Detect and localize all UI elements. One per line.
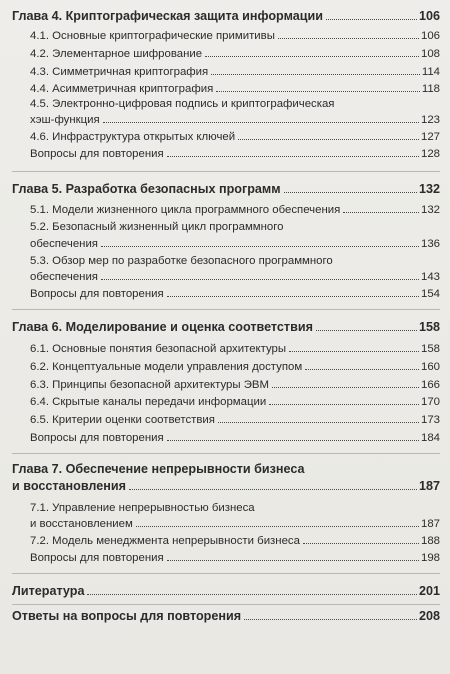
toc-entry[interactable]: Вопросы для повторения 198 (30, 552, 440, 564)
chapter-page: 208 (418, 609, 440, 623)
section-divider (12, 573, 440, 574)
chapter-page: 201 (418, 584, 440, 598)
toc-entry[interactable]: обеспечения 136 (30, 238, 440, 250)
toc-entry[interactable]: 4.4. Асимметричная криптография 118 (30, 83, 440, 95)
toc-entry[interactable]: 4.3. Симметричная криптография 114 (30, 66, 440, 78)
chapter-title: Глава 5. Разработка безопасных программ (12, 182, 281, 196)
toc-entry[interactable]: и восстановлением 187 (30, 518, 440, 530)
chapter-title: и восстановления (12, 479, 126, 493)
chapter-7-title-first-line: Глава 7. Обеспечение непрерывности бизнеса (12, 462, 305, 476)
chapter-page: 158 (418, 320, 440, 334)
toc-entry[interactable]: 6.5. Критерии оценки соответствия 173 (30, 414, 440, 426)
toc-entry[interactable]: 6.2. Концептуальные модели управления доступом 160 (30, 361, 440, 373)
chapter-4-heading[interactable] (12, 9, 440, 23)
chapter-title: Глава 4. Криптографическая защита информации (12, 9, 323, 23)
chapter-title: Литература (12, 584, 85, 598)
toc-entry[interactable]: 4.2. Элементарное шифрование 108 (30, 48, 440, 60)
toc-entry[interactable]: хэш-функция 123 (30, 114, 440, 126)
toc-entry-first-line: 4.5. Электронно-цифровая подпись и криптографическая (30, 98, 335, 110)
literature-heading[interactable] (12, 584, 440, 598)
chapter-title: Глава 6. Моделирование и оценка соответствия (12, 320, 313, 334)
chapter-page: 132 (418, 182, 440, 196)
section-divider (12, 604, 440, 605)
toc-entry[interactable]: Вопросы для повторения 128 (30, 148, 440, 160)
section-divider (12, 309, 440, 310)
chapter-page: 106 (418, 9, 440, 23)
toc-entry[interactable]: Вопросы для повторения 184 (30, 432, 440, 444)
chapter-page: 187 (418, 479, 440, 493)
toc-entry[interactable]: 4.6. Инфраструктура открытых ключей 127 (30, 131, 440, 143)
chapter-6-heading[interactable] (12, 320, 440, 334)
toc-entry[interactable]: 6.1. Основные понятия безопасной архитектуры 158 (30, 343, 440, 355)
toc-entry[interactable]: 6.3. Принципы безопасной архитектуры ЭВМ 166 (30, 379, 440, 391)
chapter-7-heading[interactable] (12, 479, 440, 493)
answers-heading[interactable] (12, 609, 440, 623)
toc-entry[interactable]: 4.1. Основные криптографические примитивы 106 (30, 30, 440, 42)
chapter-5-heading[interactable] (12, 182, 440, 196)
toc-entry[interactable]: 5.1. Модели жизненного цикла программного обеспечения 132 (30, 204, 440, 216)
toc-entry-first-line: 7.1. Управление непрерывностью бизнеса (30, 502, 255, 514)
section-divider (12, 453, 440, 454)
toc-entry[interactable]: 6.4. Скрытые каналы передачи информации 170 (30, 396, 440, 408)
toc-entry[interactable]: 7.2. Модель менеджмента непрерывности бизнеса 188 (30, 535, 440, 547)
toc-entry-first-line: 5.3. Обзор мер по разработке безопасного программного (30, 255, 333, 267)
toc-entry-first-line: 5.2. Безопасный жизненный цикл программного (30, 221, 284, 233)
chapter-title: Ответы на вопросы для повторения (12, 609, 242, 623)
toc-entry[interactable]: обеспечения 143 (30, 271, 440, 283)
section-divider (12, 171, 440, 172)
toc-entry[interactable]: Вопросы для повторения 154 (30, 288, 440, 300)
